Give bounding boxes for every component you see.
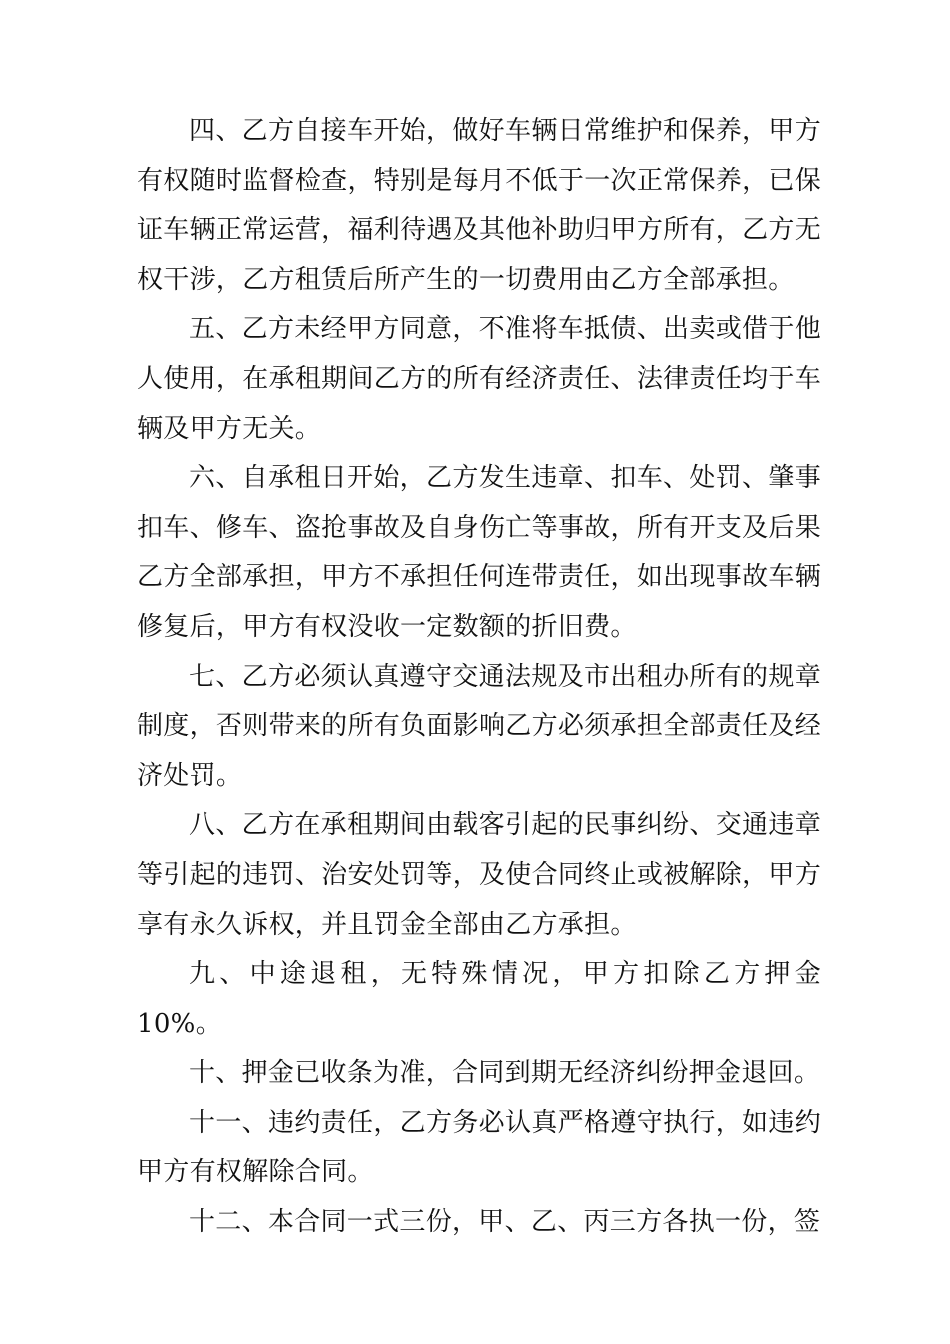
clause-12: 十二、本合同一式三份，甲、乙、丙三方各执一份，签: [189, 1207, 821, 1238]
clause-9: 九、中途退租，无特殊情况，甲方扣除乙方押金10%。: [137, 959, 821, 1039]
clause-11: 十一、违约责任，乙方务必认真严格遵守执行，如违约甲方有权解除合同。: [137, 1107, 821, 1188]
clause-5: 五、乙方未经甲方同意，不准将车抵债、出卖或借于他人使用，在承租期间乙方的所有经济责任、法律责任均于车辆及甲方无关。: [137, 314, 821, 444]
clause-7: 七、乙方必须认真遵守交通法规及市出租办所有的规章制度，否则带来的所有负面影响乙方必须承担全部责任及经济处罚。: [137, 661, 821, 791]
document-page: [137, 107, 821, 1248]
clause-10: 十、押金已收条为准，合同到期无经济纠纷押金退回。: [189, 1058, 821, 1089]
clause-6: 六、自承租日开始，乙方发生违章、扣车、处罚、肇事扣车、修车、盗抢事故及自身伤亡等事故，所有开支及后果乙方全部承担，甲方不承担任何连带责任，如出现事故车辆修复后，甲方有权没收一定数额的折旧费。: [137, 463, 821, 642]
clause-8: 八、乙方在承租期间由载客引起的民事纠纷、交通违章等引起的违罚、治安处罚等，及使合同终止或被解除，甲方享有永久诉权，并且罚金全部由乙方承担。: [137, 810, 821, 940]
clause-4: 四、乙方自接车开始，做好车辆日常维护和保养，甲方有权随时监督检查，特别是每月不低于一次正常保养，已保证车辆正常运营，福利待遇及其他补助归甲方所有，乙方无权干涉，乙方租赁后所产生的一切费用由乙方全部承担。: [137, 116, 821, 295]
